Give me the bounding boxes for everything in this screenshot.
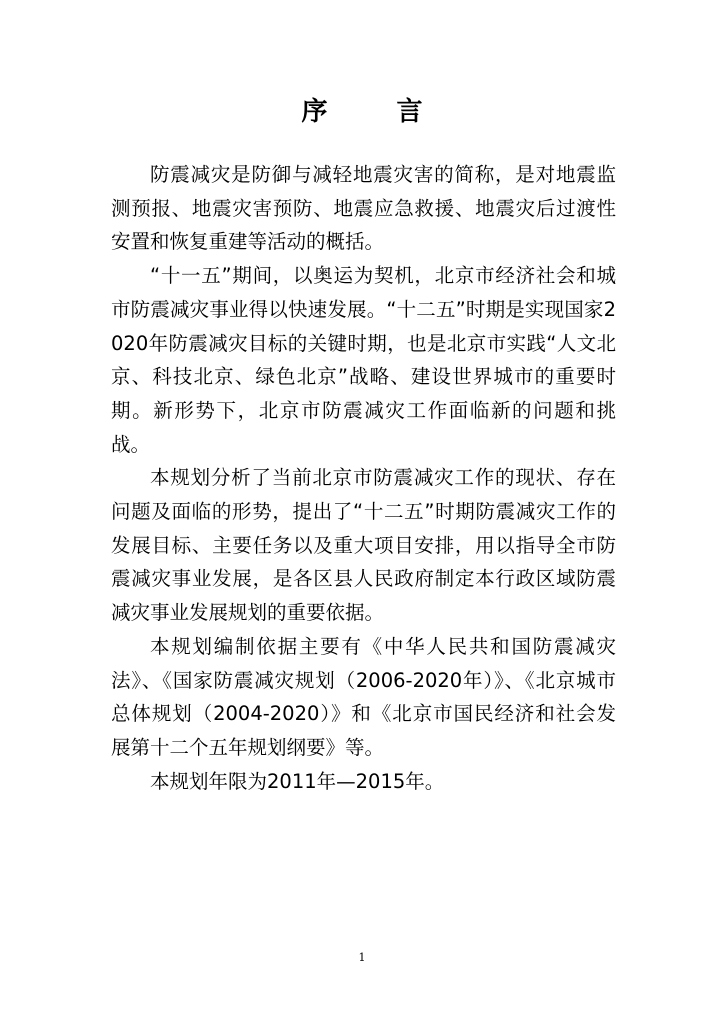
preface-body [111,158,616,798]
paragraph-definition: 防震减灾是防御与减轻地震灾害的简称，是对地震监测预报、地震灾害预防、地震应急救援、地震灾后过渡性安置和恢复重建等活动的概括。 [111,163,616,254]
paragraph-purpose: 本规划分析了当前北京市防震减灾工作的现状、存在问题及面临的形势，提出了“十二五”时期防震减灾工作的发展目标、主要任务以及重大项目安排，用以指导全市防震减灾事业发展，是各区县人民政府制定本行政区域防震减灾事业发展规划的重要依据。 [111,466,616,625]
paragraph-basis: 本规划编制依据主要有《中华人民共和国防震减灾法》、《国家防震减灾规划（2006-2020年）》、《北京城市总体规划（2004-2020）》和《北京市国民经济和社会发展第十二个五年规划纲要》等。 [111,634,616,759]
page-number: 1 [358,951,366,964]
page-title: 序 言 [301,97,453,127]
paragraph-period: 本规划年限为2011年—2015年。 [150,769,445,793]
paragraph-background: “十一五”期间，以奥运为契机，北京市经济社会和城市防震减灾事业得以快速发展。“十二五”时期是实现国家2020年防震减灾目标的关键时期，也是北京市实践“人文北京、科技北京、绿色北京”战略、建设世界城市的重要时期。新形势下，北京市防震减灾工作面临新的问题和挑战。 [111,264,616,456]
